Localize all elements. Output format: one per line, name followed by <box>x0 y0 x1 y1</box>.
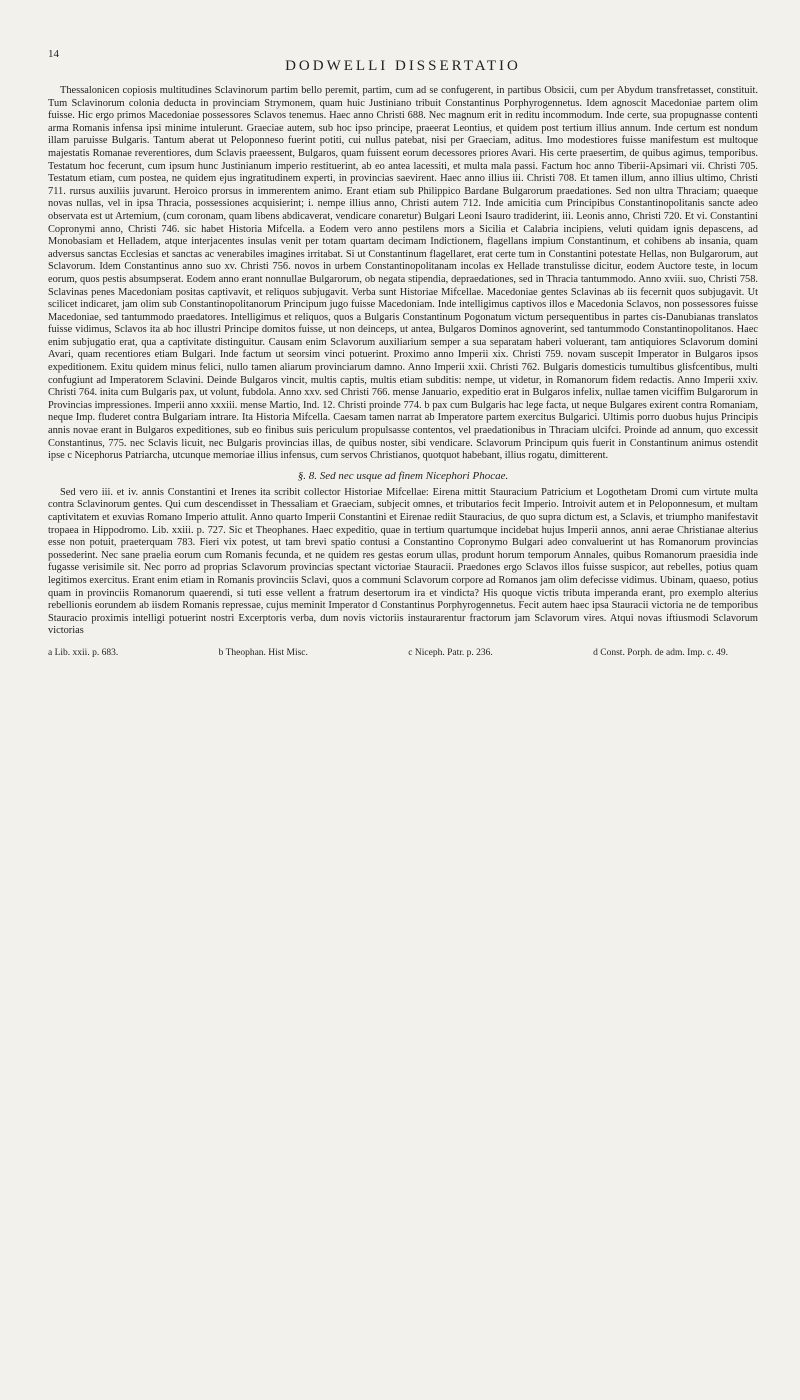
footnote-c: c Niceph. Patr. p. 236. <box>408 647 493 658</box>
section-heading: §. 8. Sed nec usque ad finem Nicephori Phocae. <box>297 469 509 482</box>
footnotes <box>48 648 758 658</box>
paragraph: Sed vero iii. et iv. annis Constantini et Irenes ita scribit collector Historiae Mifcellae: Eirena mittit Stauracium Patricium et Logothetam Dromi cum virtute multa contra Sclavinorum gentes. Qui cum descendisset in Thessaliam et Graeciam, subjecit omnes, et tributarios fecit Imperio. Introivit autem et in Peloponnesum, et multam captivitatem et exuvias Romano Imperio attulit. Anno quarto Imperii Constantini et Eirenae rediit Stauracius, de quo supra dictum est, a Sclavis, et triumpho manifestavit tropaea in Hippodromo. Lib. xxiii. p. 727. Sic et Theophanes. Haec expeditio, quae in tertium quartumque incidebat hujus Imperii annos, anni aerae Christianae alterius esse non potuit, praeterquam 783. Fieri vix potest, ut tam brevi spatio contusi a Constantino Copronymo Bulgari adeo convaluerint ut has Romanorum provincias possederint. Nec sane praelia eorum cum Romanis fecunda, et ne quidem res gestas eorum ullas, produnt horum temporum Annales, quibus Romanorum praesidia inde fugasse verisimile sit. Nec porro ad proprias Sclavorum provincias spectant victoriae Stauracii. Praedones ergo Sclavos illos fuisse suspicor, aut rebelles, potius quam legitimos exercitus. Erant enim etiam in Romanis provinciis Sclavi, quos a communi Sclavorum corpore ad Romanos jam olim defecisse vidimus. Ubinam, quaeso, potius quam in provinciis Romanorum quaerendi, si tuti esse vellent a fratrum desertorum ira et vindicta? His quoque victis tributa imperanda erant, pro exemplo alterius rebellionis eorundem ab iisdem Romanis repressae, cujus meminit Imperator d Constantinus Porphyrogennetus. Fecit autem haec ipsa Stauracii victoria ne de temporibus Stauracio proximis intelligi potuerint nostri Excerptoris verba, dum novis victoriis instaurarentur fractorum jam Sclavorum vires. Atqui novas iftiusmodi Sclavorum victorias <box>48 486 758 637</box>
body-text <box>48 85 758 638</box>
footnote-b: b Theophan. Hist Misc. <box>218 647 308 658</box>
footnote-a: a Lib. xxii. p. 683. <box>48 647 119 658</box>
page-number: 14 <box>48 48 59 60</box>
running-head: DODWELLI DISSERTATIO <box>285 58 521 74</box>
paragraph: Thessalonicen copiosis multitudines Sclavinorum partim bello peremit, partim, cum ad se confugerent, in partibus Obsicii, cum per Abydum transfretasset, constituit. Tum Sclavinorum colonia deducta in provinciam Strymonem, quam huic Justiniano tribuit Constantinus Porphyrogennetus. Idem agnoscit Macedoniae partem olim fuisse. Hic ergo primos Macedoniae possessores Sclavos tenemus. Haec anno Christi 688. Nec magnum erit in reditu incommodum. Inde certe, sua propugnasse contenti arma Romanis infensa ipsi minime intulerunt. Graeciae autem, sub hoc ipso principe, praeerat Leontius, et quidem post tertium illius annum. Inde certum est nondum illam paruisse Bulgaris. Tantum aberat ut Peloponneso fuerint potiti, cui nullus patebat, nisi per Graeciam, aditus. Imo modestiores fuisse manifestum est multoque majestatis Romanae reverentiores, dum Sclavis praeessent, Bulgaros, quam fuissent eorum decessores priores Avari. His certe praesertim, de quibus agimus, temporibus. Testatum hoc fecerunt, cum ipsum hunc Justinianum imperio restituerint, ab eo antea lacessiti, et multa mala passi. Factum hoc anno Tiberii-Apsimari vii. Christi 705. Testatum etiam, cum postea, ne quidem ejus ingratitudinem experti, in provincias saevirent. Haec anno illius iii. Christi 708. Et tamen illum, anno illius ultimo, Christi 711. rursus auxiliis juvarunt. Heroico prorsus in immerentem animo. Erant etiam sub Philippico Bardane Bulgarorum praedationes. Sed non ultra Thraciam; quaeque novas nullas, vel in ipsa Thracia, possessiones acquisierint; i. nempe illius anno, Christi autem 712. Inde amicitia cum Principibus Constantinopolitanis sancte adeo observata est ut Artemium, (cum coronam, quam libens abdicaverat, vendicare conaretur) Bulgari Leoni Isauro tradiderint, iii. Leonis anno, Christi 720. Et vi. Constantini Copronymi anno, Christi 746. sic habet Historia Mifcella. a Eodem vero anno pestilens mors a Sicilia et Calabria incipiens, veluti quidam ignis depascens, ad Monobasiam et Helladem, atque interjacentes insulas venit per totam quartam decimam Indictionem, flagellans impium Constantinum, et cohibens ab insania, quam adversus sanctas Ecclesias et sanctas ac venerabiles imagines irritabat. Si ut Constantinum flagellaret, erat certe tum in Constantini potestate Hellas, non Bulgarorum, aut Sclavorum. Idem Constantinus anno suo xv. Christi 756. novos in urbem Constantinopolitanam incolas ex Hellade transtulisse dicitur, eodem Auctore teste, in locum eorum, quos pestis absumpserat. Eodem anno erant nonnullae Bulgarorum, ob negata stipendia, depraedationes, sed in Thracia tantummodo. Anno xviii. suo, Christi 758. Sclavinas penes Macedoniam positas captivavit, et reliquos subjugavit. Verba sunt Historiae Mifcellae. Macedoniae gentes Sclavinas ab iis fecernit quos subjugavit. Ut scilicet indicaret, jam olim sub Constantinopolitanorum Principum jugo fuisse Macedoniam. Inde intelligimus captivos illos e Macedonia Sclavos, non possessores fuisse Macedoniae, sed tantummodo praedatores. Intelligimus et reliquos, quos a Bulgaris Constantinum Pogonatum victum persequentibus in partes cis-Danubianas translatos fuisse vidimus, Sclavos ita ab hoc illustri Principe domitos fuisse, ut non deinceps, ut antea, Bulgaros Dominos agnoverint, sed tantummodo Constantinopolitanos. Haec enim subjugatio erat, qua a captivitate distinguitur. Causam enim Sclavorum auxiliarium semper a sua separatam haberi voluerant, tam antiquiores Sclavorum domini Avari, quam recentiores etiam Bulgari. Inde factum ut seorsim vinci potuerint. Proximo anno Imperii xix. Christi 759. novam suscepit Imperator in Bulgaros ipsos expeditionem. Exitu quidem minus felici, nullo tamen aliarum provinciarum damno. Anno Imperii xxii. Christi 762. Bulgaris domesticis tumultibus glisfcentibus, multi confugiunt ad Imperatorem Sclavini. Deinde Bulgaros vincit, multis captis, multis etiam subditis: nempe, ut videtur, in Romanorum fidem redactis. Anno Imperii xxiv. Christi 764. inita cum Bulgaris pax, ut volunt, fubdola. Anno xxv. sed Christi 766. mense Januario, expeditio erat in Bulgaros infelix, nullae tamen viciffim Bulgarorum in Provincias impressiones. Imperii anno xxxiii. mense Martio, Ind. 12. Christi proinde 774. b pax cum Bulgaris hac lege facta, ut neque Bulgares exirent contra Romaniam, neque Imp. fluderet contra Bulgariam intrare. Ita Historia Mifcella. Caesam tamen narrat ab Imperatore partem exercitus Bulgarici. Ultimis porro duobus hujus Principis annis novae erant in Bulgaros expeditiones, sub eo finibus suis periculum propulsasse contentos, vel praedationibus in Thraciam ulcifci. Proinde ad annum, quo excessit Constantinus, 775. nec Sclavis licuit, nec Bulgaris provincias illas, de quibus noster, sibi vendicare. Sclavorum Principum quis fuerit in Constantinum animus ostendit ipse c Nicephorus Patriarcha, utcunque memoriae illius infensus, cum servos Christianos, quotquot habebant, illius rogatu, dimitterent. <box>48 85 758 462</box>
footnote-d: d Const. Porph. de adm. Imp. c. 49. <box>593 647 728 658</box>
